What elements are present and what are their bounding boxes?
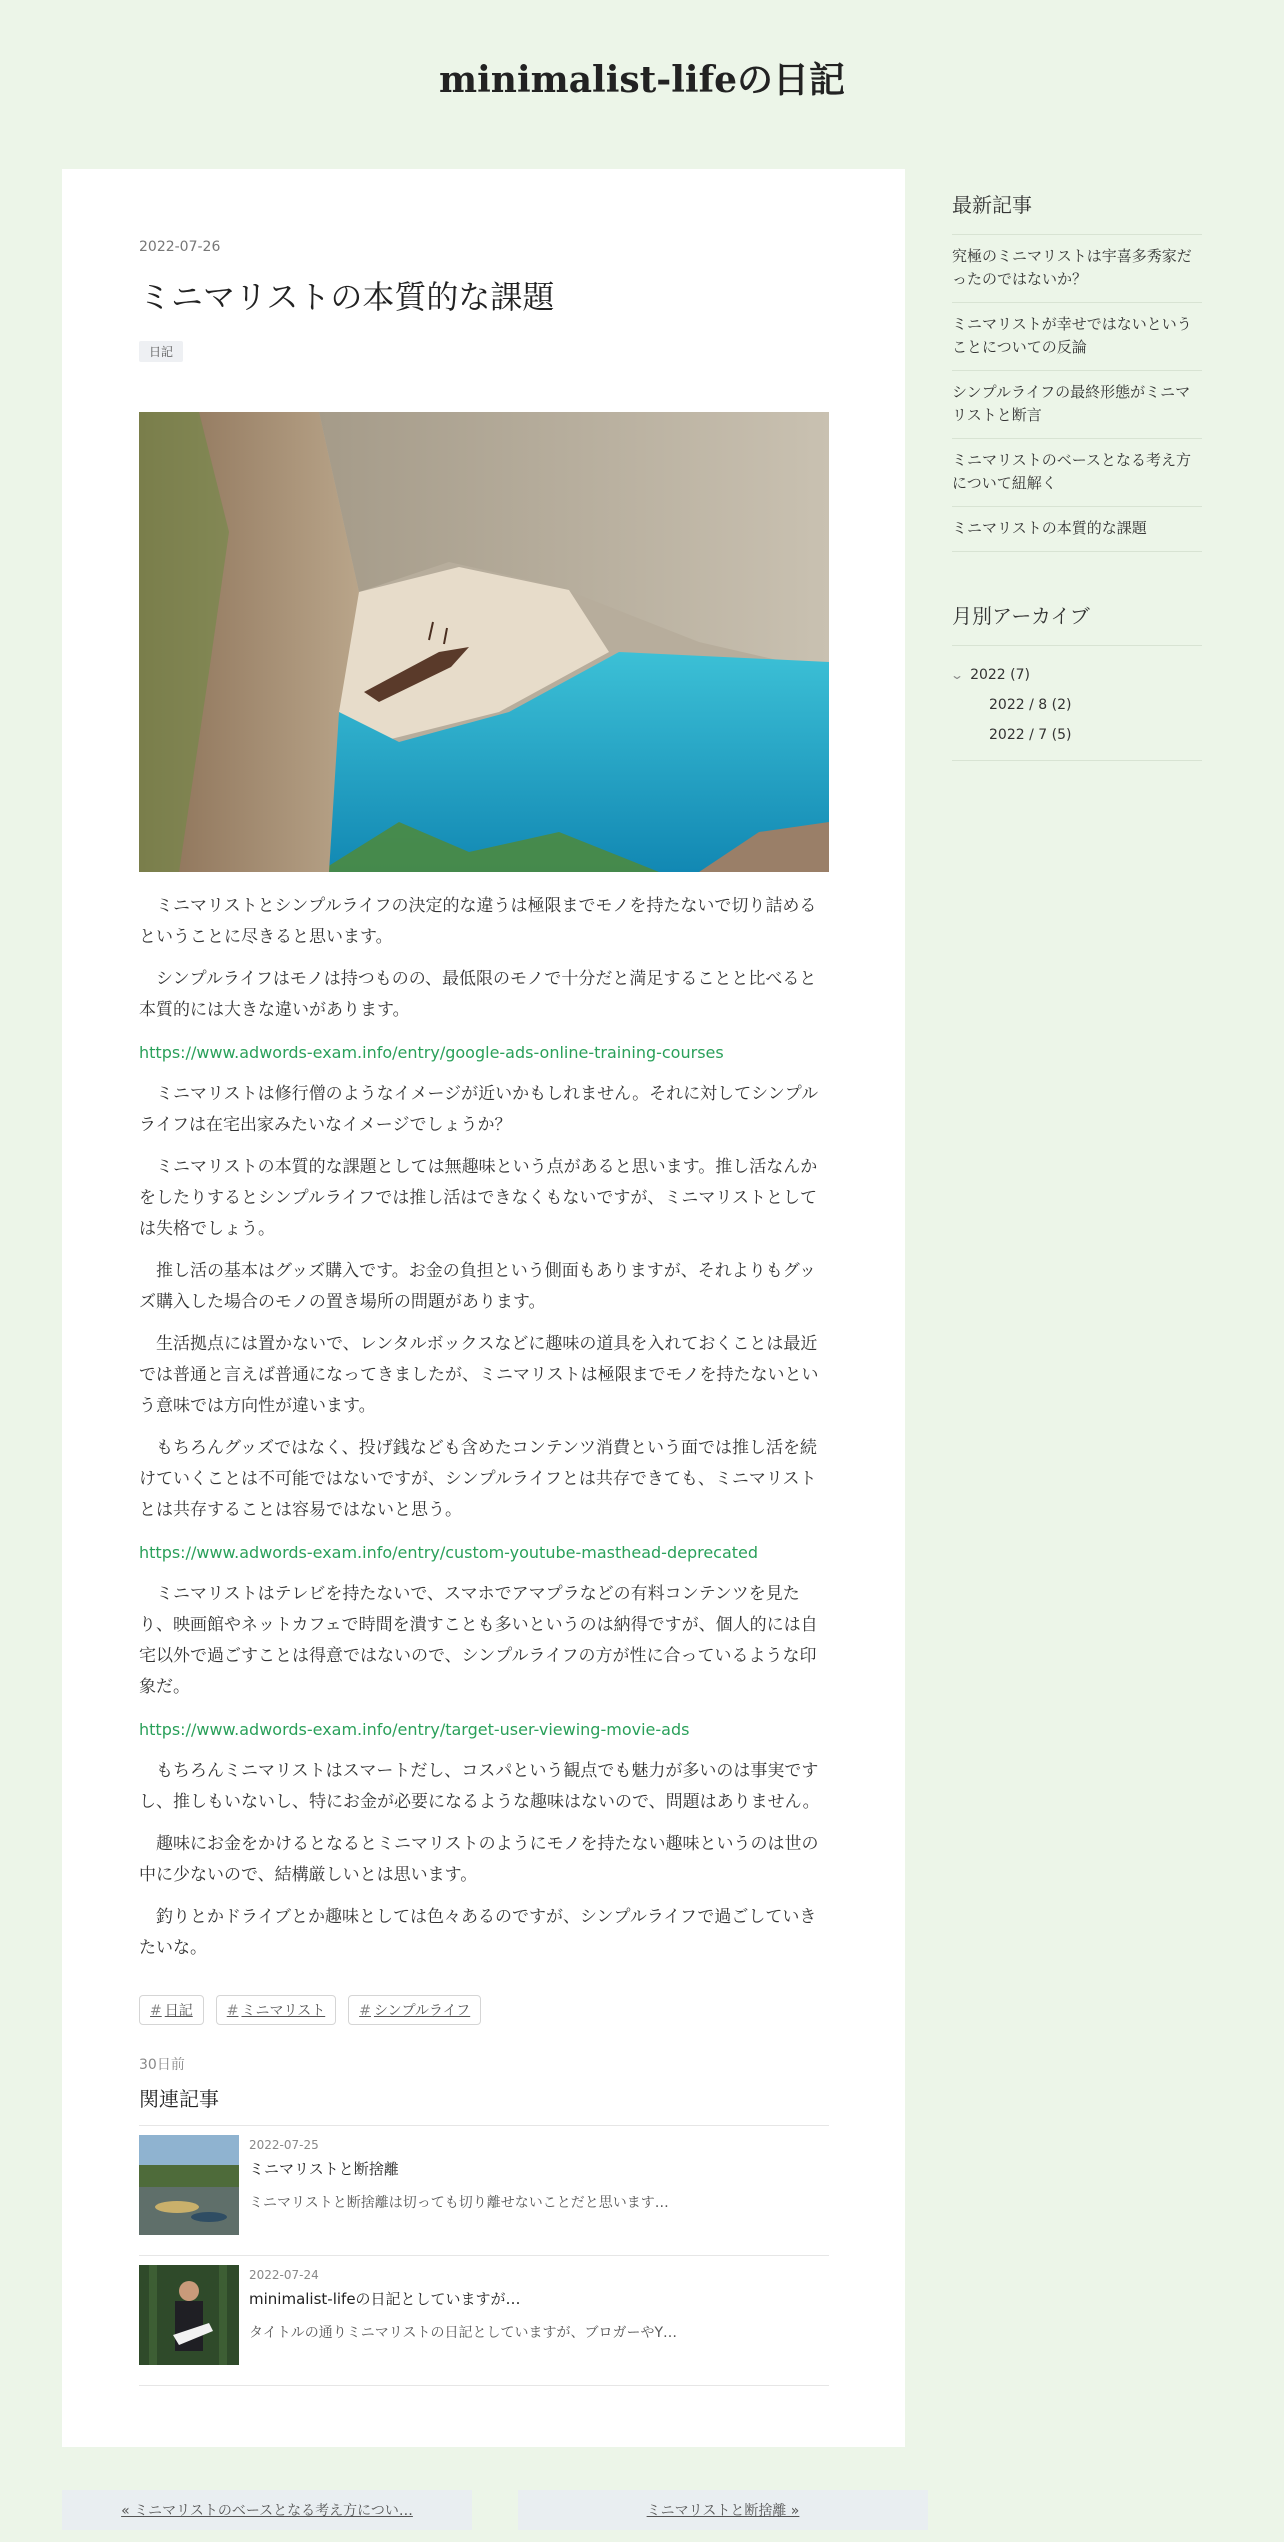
related-title[interactable]: ミニマリストと断捨離 bbox=[249, 2160, 399, 2178]
paragraph: もちろんミニマリストはスマートだし、コスパという観点でも魅力が多いのは事実ですし、推しもいないし、特にお金が必要になるような趣味はないので、問題はありません。 bbox=[139, 1761, 820, 1812]
archive-month[interactable]: 2022 / 7 (5) bbox=[989, 727, 1072, 743]
entry-title[interactable]: ミニマリストの本質的な課題 bbox=[139, 278, 555, 316]
entry-date[interactable]: 2022-07-26 bbox=[139, 239, 221, 255]
related-heading: 関連記事 bbox=[139, 2087, 219, 2111]
recent-entry-link[interactable]: ミニマリストのベースとなる考え方について紐解く bbox=[952, 451, 1191, 492]
related-list bbox=[139, 2125, 829, 2386]
tag-list bbox=[139, 1995, 481, 2025]
paragraph: シンプルライフはモノは持つものの、最低限のモノで十分だと満足することと比べると本質的には大きな違いがあります。 bbox=[139, 969, 817, 1020]
recent-entry bbox=[952, 371, 1202, 439]
paragraph: ミニマリストとシンプルライフの決定的な違うは極限までモノを持たないで切り詰めるということに尽きると思います。 bbox=[139, 896, 817, 947]
related-thumbnail[interactable] bbox=[139, 2265, 239, 2365]
recent-entry bbox=[952, 303, 1202, 371]
paragraph: 推し活の基本はグッズ購入です。お金の負担という側面もありますが、それよりもグッズ購入した場合のモノの置き場所の問題があります。 bbox=[139, 1261, 816, 1312]
pager-next[interactable]: ミニマリストと断捨離 » bbox=[518, 2490, 928, 2530]
related-date: 2022-07-24 bbox=[249, 2268, 319, 2282]
related-thumbnail[interactable] bbox=[139, 2135, 239, 2235]
related-excerpt: タイトルの通りミニマリストの日記としていますが、ブロガーやY… bbox=[249, 2325, 677, 2341]
paragraph: 釣りとかドライブとか趣味としては色々あるのですが、シンプルライフで過ごしていきたいな。 bbox=[139, 1907, 817, 1958]
tag-label: ミニマリスト bbox=[241, 2003, 326, 2019]
posted-ago[interactable]: 30日前 bbox=[139, 2057, 185, 2073]
hash-icon: # bbox=[150, 2003, 162, 2019]
sidebar-inner bbox=[949, 169, 1202, 761]
tag-link[interactable] bbox=[139, 1995, 204, 2025]
main-content bbox=[62, 169, 905, 2447]
entry-link[interactable]: https://www.adwords-exam.info/entry/google-ads-online-training-courses bbox=[139, 1043, 724, 1062]
tag-link[interactable] bbox=[348, 1995, 481, 2025]
hash-icon: # bbox=[359, 2003, 371, 2019]
paragraph: ミニマリストの本質的な課題としては無趣味という点があると思います。推し活なんかをしたりするとシンプルライフでは推し活はできなくもないですが、ミニマリストとしては失格でしょう。 bbox=[139, 1157, 818, 1239]
related-excerpt: ミニマリストと断捨離は切っても切り離せないことだと思います… bbox=[249, 2195, 669, 2211]
chevron-down-icon[interactable]: ⌄ bbox=[949, 668, 965, 682]
category-badge[interactable]: 日記 bbox=[139, 341, 183, 362]
guitarist-thumbnail-image bbox=[139, 2265, 239, 2365]
archive-year-label: 2022 (7) bbox=[970, 667, 1030, 683]
sidebar bbox=[930, 169, 1220, 2447]
tag-link[interactable] bbox=[216, 1995, 336, 2025]
boats-thumbnail-image bbox=[139, 2135, 239, 2235]
recent-entry bbox=[952, 439, 1202, 507]
archive-tree bbox=[949, 646, 1202, 761]
related-title[interactable]: minimalist-lifeの日記としていますが… bbox=[249, 2290, 521, 2308]
recent-entry bbox=[952, 235, 1202, 303]
recent-entry bbox=[952, 507, 1202, 552]
entry-body bbox=[139, 891, 829, 1975]
paragraph: もちろんグッズではなく、投げ銭なども含めたコンテンツ消費という面では推し活を続けていくことは不可能ではないですが、シンプルライフとは共存できても、ミニマリストとは共存することは容易ではないと思う。 bbox=[139, 1438, 817, 1520]
paragraph: ミニマリストはテレビを持たないで、スマホでアマプラなどの有料コンテンツを見たり、映画館やネットカフェで時間を潰すことも多いというのは納得ですが、個人的には自宅以外で過ごすことは得意ではないので、シンプルライフの方が性に合っているような印象だ。 bbox=[139, 1584, 818, 1697]
recent-entry-link[interactable]: ミニマリストの本質的な課題 bbox=[952, 519, 1147, 537]
paragraph: ミニマリストは修行僧のようなイメージが近いかもしれません。それに対してシンプルライフは在宅出家みたいなイメージでしょうか？ bbox=[139, 1084, 819, 1135]
recent-entry-link[interactable]: ミニマリストが幸せではないということについての反論 bbox=[952, 315, 1192, 356]
hero-image bbox=[139, 412, 829, 872]
archive-year[interactable] bbox=[949, 660, 1202, 690]
tag-label: シンプルライフ bbox=[373, 2003, 471, 2019]
recent-entry-link[interactable]: シンプルライフの最終形態がミニマリストと断言 bbox=[952, 383, 1191, 424]
recent-entries-list bbox=[952, 235, 1202, 552]
paragraph: 趣味にお金をかけるとなるとミニマリストのようにモノを持たない趣味というのは世の中に少ないので、結構厳しいとは思います。 bbox=[139, 1834, 819, 1885]
entry-link[interactable]: https://www.adwords-exam.info/entry/target-user-viewing-movie-ads bbox=[139, 1720, 690, 1739]
recent-entry-link[interactable]: 究極のミニマリストは宇喜多秀家だったのではないか？ bbox=[952, 247, 1192, 288]
hash-icon: # bbox=[226, 2003, 239, 2019]
related-date: 2022-07-25 bbox=[249, 2138, 319, 2152]
pager-prev[interactable]: « ミニマリストのベースとなる考え方につい… bbox=[62, 2490, 472, 2530]
shipwreck-beach-photo bbox=[139, 412, 829, 872]
archive-month[interactable]: 2022 / 8 (2) bbox=[989, 697, 1072, 713]
paragraph: 生活拠点には置かないで、レンタルボックスなどに趣味の道具を入れておくことは最近では普通と言えば普通になってきましたが、ミニマリストは極限までモノを持たないという意味では方向性が違います。 bbox=[139, 1334, 819, 1416]
archive-heading: 月別アーカイブ bbox=[952, 580, 1202, 646]
related-item[interactable] bbox=[139, 2126, 829, 2256]
entry-link[interactable]: https://www.adwords-exam.info/entry/custom-youtube-masthead-deprecated bbox=[139, 1543, 759, 1562]
tag-label: 日記 bbox=[164, 2003, 193, 2019]
recent-entries-heading: 最新記事 bbox=[952, 169, 1202, 235]
related-item[interactable] bbox=[139, 2256, 829, 2386]
blog-title[interactable]: minimalist-lifeの日記 bbox=[439, 59, 845, 101]
